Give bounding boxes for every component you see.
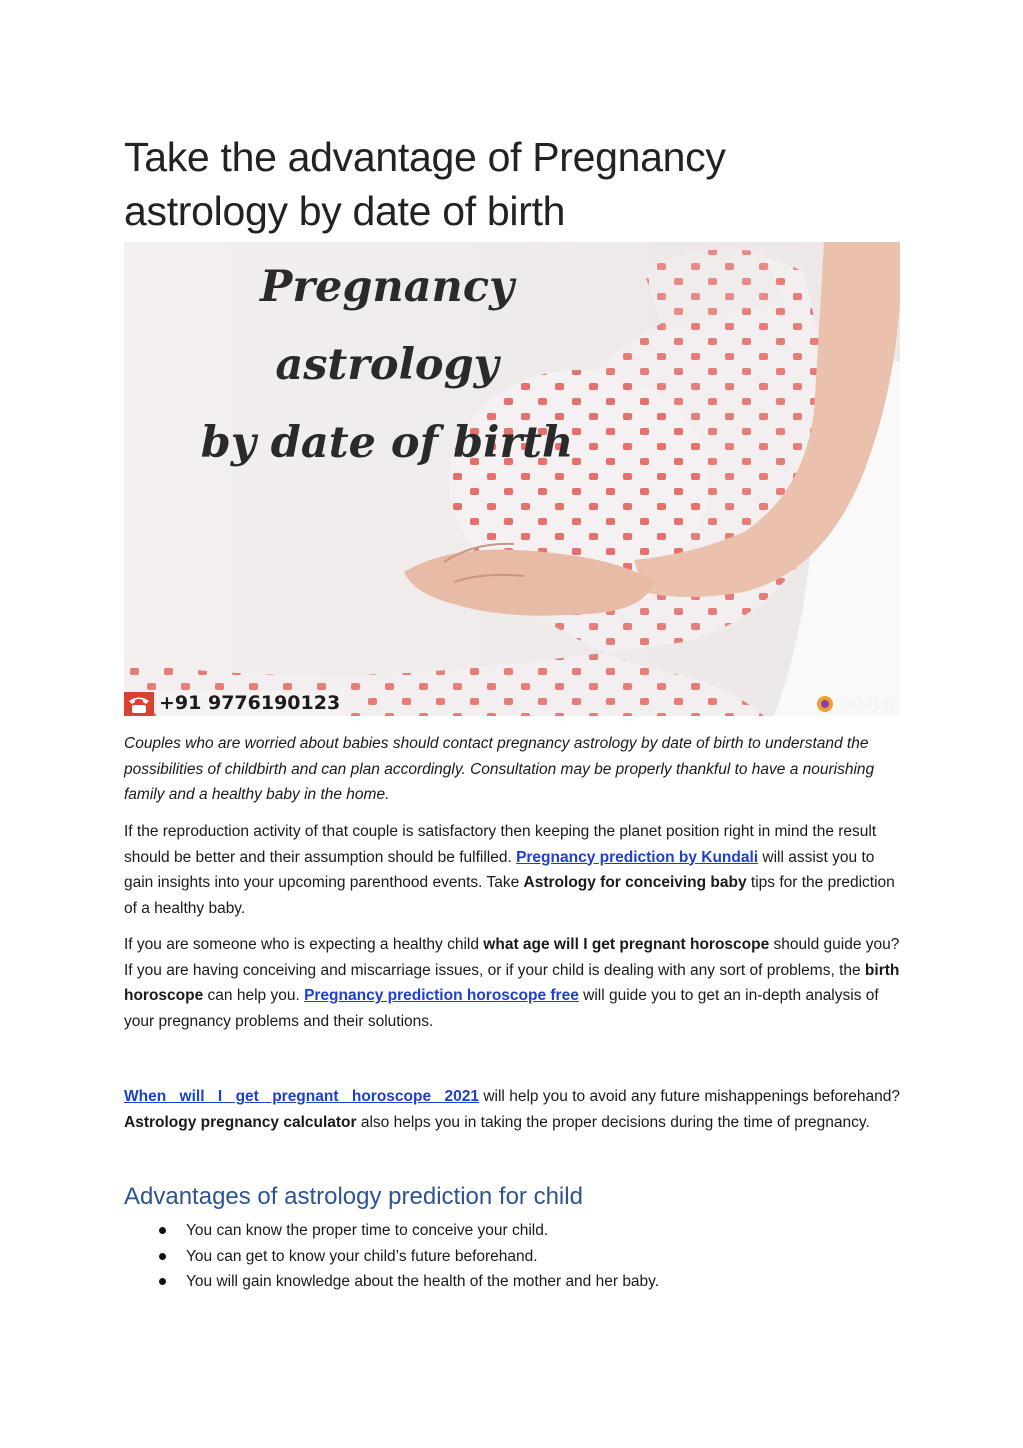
hero-image	[124, 242, 900, 716]
hero-heading-line2: by date of birth	[200, 418, 574, 468]
list-item	[124, 1269, 659, 1295]
hero-brand	[816, 693, 900, 715]
bullet-icon	[159, 1227, 166, 1234]
link-pregnancy-prediction-horoscope-free[interactable]: Pregnancy prediction horoscope free	[304, 987, 579, 1004]
advantages-list	[124, 1218, 659, 1295]
p3-bold: Astrology pregnancy calculator	[124, 1113, 357, 1131]
p1-bold: Astrology for conceiving baby	[523, 874, 747, 891]
intro-text: Couples who are worried about babies should contact pregnancy astrology by date of birth to understand the possibilities of childbirth and can plan accordingly. Consultation may be properly thankful to have a nourishing family and a healthy baby in the home.	[124, 735, 875, 803]
bullet-icon	[159, 1278, 166, 1285]
hero-heading-line1: Pregnancy astrology	[260, 262, 514, 390]
hero-heading	[152, 248, 622, 482]
p2-bold-b: birth horoscope	[124, 961, 900, 1004]
p2-text-c: can help you.	[203, 987, 305, 1004]
p1-text-c: tips for the prediction of a healthy baby.	[124, 874, 895, 917]
section-heading: Advantages of astrology prediction for child	[124, 1183, 583, 1210]
hero-phone-number: +91 9776190123	[157, 691, 344, 716]
list-item-text: You will gain knowledge about the health of the mother and her baby.	[186, 1273, 660, 1290]
bullet-icon	[159, 1253, 166, 1260]
phone-icon	[124, 692, 154, 716]
paragraph-1	[124, 819, 900, 921]
list-item	[124, 1244, 659, 1270]
link-pregnancy-prediction-kundali[interactable]: Pregnancy prediction by Kundali	[516, 848, 759, 866]
p1-text-a: If the reproduction activity of that couple is satisfactory then keeping the planet position right in mind the result should be better and their assumption should be fulfilled.	[124, 823, 877, 866]
p2-text-a: If you are someone who is expecting a healthy child	[124, 936, 484, 953]
list-item	[124, 1218, 659, 1244]
p2-text-b: should guide you? If you are having conceiving and miscarriage issues, or if your child is dealing with any sort of problems, the	[124, 936, 900, 979]
p2-bold-a: what age will I get pregnant horoscope	[483, 936, 770, 953]
paragraph-2	[124, 932, 900, 1034]
paragraph-3	[124, 1084, 900, 1135]
brand-logo-icon	[816, 695, 834, 713]
hero-brand-name: Tabij.in	[837, 695, 900, 713]
list-item-text: You can know the proper time to conceive your child.	[186, 1222, 549, 1239]
link-when-will-i-get-pregnant[interactable]: When will I get pregnant horoscope 2021	[124, 1088, 479, 1105]
p2-text-d: will guide you to get an in-depth analysis of your pregnancy problems and their solutions.	[124, 987, 879, 1030]
page-title: Take the advantage of Pregnancy astrology by date of birth	[124, 134, 726, 234]
list-item-text: You can get to know your child’s future beforehand.	[186, 1247, 538, 1265]
p3-text-b: also helps you in taking the proper decisions during the time of pregnancy.	[356, 1113, 870, 1131]
p1-text-b: will assist you to gain insights into your upcoming parenthood events. Take	[124, 848, 875, 891]
p3-text-a: will help you to avoid any future mishappenings beforehand?	[478, 1088, 901, 1105]
hero-phone-badge	[124, 691, 344, 716]
intro-paragraph	[124, 731, 900, 808]
